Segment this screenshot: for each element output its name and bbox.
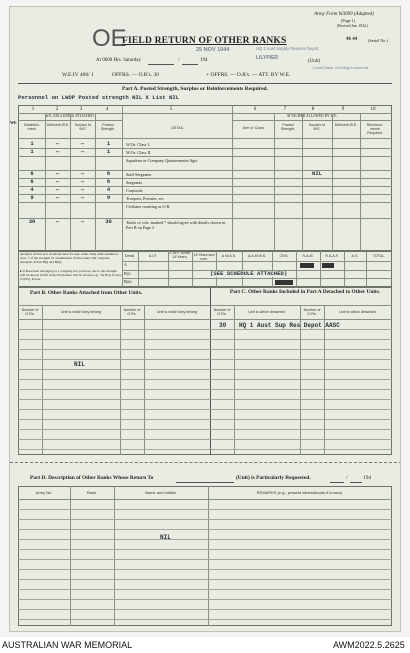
header-surplus: Surplus to W.E.: [74, 123, 92, 131]
col-number-3: 3: [79, 107, 83, 112]
row-9-c2: —: [55, 218, 60, 225]
col-number-8: 8: [311, 107, 315, 112]
serial-label: (Serial No.): [368, 38, 388, 43]
month-blank: [182, 64, 198, 65]
redaction-mark: [275, 280, 293, 285]
analysis-col-total: TOTAL.: [372, 254, 386, 258]
analysis-col-raaf: R.A.A.F.: [325, 254, 339, 258]
ruled-line: [18, 509, 392, 510]
part-b-col-number: Number of O.Rs.: [21, 308, 39, 316]
ruled-line: [18, 409, 392, 410]
row-3-detail: Squadron or Company Quartermaster Sgts.: [126, 157, 199, 163]
col-number-6: 6: [253, 107, 257, 112]
part-d-unit-blank: [176, 482, 234, 483]
analysis-note-2: ▸ If Personnel belonging to a company not you have one to the strength will be shown in full in the Particulars will be shown, e.g., 3A H.Q. Power, 10 H.Q. Power.: [20, 269, 122, 281]
header-rule: [18, 83, 392, 84]
analysis-note: Analysis of Part A to be shown here for Aus. units. Only units entitled to corn. 7 of the strength for assimilation of this return will complete Analysis of Part B(i) and B(ii).: [20, 252, 119, 264]
row-6-c4: 4: [106, 186, 111, 193]
date-stamp: 25 NOV 1944: [196, 47, 230, 53]
header-att-deficient: Deficient W.E.: [334, 123, 358, 127]
part-d-table: [18, 486, 392, 626]
part-b-entry: NIL: [74, 361, 85, 368]
ruled-line: [18, 519, 392, 520]
part-b-col-unit: Unit to which they belong: [60, 310, 102, 314]
row-6-c2: —: [55, 186, 60, 193]
analysis-col-18: 18 Years and over.: [193, 253, 215, 261]
ruled-line: [18, 589, 392, 590]
schedule-note: (SEE SCHEDULE ATTACHED): [210, 270, 288, 277]
row-5-c2: —: [55, 178, 60, 185]
ruled-line: [18, 429, 392, 430]
row-7-detail: Troopers, Privates, etc.: [126, 195, 165, 201]
edition-reference: (Revised Jan. 1942.): [337, 24, 369, 28]
header-establishment: Establish-ment.: [24, 123, 40, 131]
part-c-col-unit: Unit to which detached.: [248, 310, 286, 314]
ruled-line: [18, 529, 392, 530]
part-b-col-unit-2: Unit to which they belong: [156, 310, 198, 314]
part-b-heading: Part B. Other Ranks Attached from Other Units.: [30, 290, 143, 296]
header-reinforcements: Reinforce-ments Required.: [366, 123, 384, 135]
ruled-line: [18, 369, 392, 370]
header-att-posted: Posted Strength.: [280, 123, 296, 131]
analysis-col-civil: CIVIL: [279, 254, 289, 258]
row-5-c3: —: [80, 178, 85, 185]
form-sheet: [9, 6, 401, 632]
part-c-col-number: Number of O.Rs.: [213, 308, 231, 316]
analysis-col-detail: Detail.: [124, 254, 136, 258]
day-blank: [148, 64, 174, 65]
part-d-heading-unit: (Unit) is Particularly Requested.: [236, 475, 311, 481]
row-4-c4: 6: [106, 170, 111, 177]
offrs-line: OFFRS. — O.R's. 30: [112, 72, 159, 78]
row-9-c1: 30: [28, 218, 36, 225]
year-label: 194: [200, 58, 208, 63]
serial-number: 46 44: [346, 37, 358, 42]
row-2-detail: W.Os. Class II.: [126, 149, 152, 155]
ruled-line: [18, 579, 392, 580]
handwritten-mark: OE: [92, 25, 127, 52]
part-c-col-number-2: Number of O.Rs.: [303, 308, 321, 316]
part-d-entry: NIL: [160, 534, 171, 541]
redaction-mark: [300, 263, 314, 268]
row-4-att-surplus: NIL: [312, 170, 322, 177]
part-d-year: 194: [363, 475, 372, 481]
row-1-c3: —: [80, 140, 85, 147]
row-4-c2: —: [55, 170, 60, 177]
row-1-detail: W.Os. Class I.: [126, 141, 150, 147]
col-number-2: 2: [55, 107, 59, 112]
part-a-heading: Part A. Posted Strength, Surplus or Reinforcements Required.: [122, 86, 268, 92]
row-5-c4: 6: [106, 178, 111, 185]
perforation-line: [10, 462, 401, 463]
row-9-c3: —: [80, 218, 85, 225]
header-detail: DETAIL.: [171, 126, 185, 130]
increment-stamp: 1 Aust Base Clothing Increment: [312, 65, 369, 70]
row-6-c1: 4: [30, 186, 34, 193]
ruled-line: [18, 389, 392, 390]
we-excluding-label: W.E. EXCLUDING ATTACHED.: [45, 114, 95, 118]
redaction-mark: [322, 263, 334, 268]
ruled-line: [18, 619, 392, 620]
row-7-c4: 9: [106, 194, 111, 201]
col-number-10: 10: [370, 107, 376, 112]
row-2-c3: —: [80, 148, 85, 155]
row-7-c2: —: [55, 194, 60, 201]
row-4-c1: 6: [30, 170, 34, 177]
we-side-mark: WE: [10, 120, 17, 125]
analysis-col-aif: A.I.F.: [148, 254, 158, 258]
col-number-1: 1: [31, 107, 35, 112]
unit-stamp: HQ 1 Aust Supply Reserve Depot: [256, 46, 319, 51]
ruled-line: [18, 569, 392, 570]
ruled-line: [18, 329, 392, 330]
part-d-col-army-no: Army No.: [35, 490, 53, 495]
analysis-col-awas: A.W.A.S.: [221, 254, 237, 258]
ruled-line: [18, 609, 392, 610]
ruled-line: [18, 539, 392, 540]
analysis-row-a: A: [124, 262, 127, 267]
row-6-detail: Corporals: [126, 187, 143, 193]
analysis-col-as: A.S.: [351, 254, 359, 258]
page-reference: (Page 1): [341, 18, 356, 23]
analysis-col-nam: N.A.M.: [302, 254, 314, 258]
part-c-col-unit-2: Unit to which detached.: [339, 310, 377, 314]
row-1-c2: —: [55, 140, 60, 147]
col-number-4: 4: [105, 107, 109, 112]
lwop-note: Personnel on LWOP Posted strength NIL X List NIL: [18, 94, 180, 101]
ruled-line: [18, 359, 392, 360]
part-d-slash: /: [346, 475, 348, 481]
row-5-detail: Sergeants: [126, 179, 143, 185]
date-slash: /: [178, 58, 180, 63]
ruled-line: [18, 439, 392, 440]
ruled-line: [18, 349, 392, 350]
part-d-col-remarks: REMARKS (e.g., present whereabouts if known).: [256, 490, 344, 495]
row-2-c4: 1: [106, 148, 111, 155]
footer-accession-number: AWM2022.5.2625: [333, 640, 405, 650]
row-2-c2: —: [55, 148, 60, 155]
row-5-c1: 6: [30, 178, 34, 185]
header-deficient: Deficient W.E.: [46, 123, 70, 127]
ruled-line: [18, 559, 392, 560]
row-6-c3: —: [80, 186, 85, 193]
row-1-c4: 1: [106, 140, 111, 147]
unit-label: (Unit): [308, 59, 321, 64]
return-time-line: At 0600 Hrs. Saturday: [96, 58, 141, 63]
col-number-9: 9: [341, 107, 345, 112]
part-d-col-name: Name and Initials.: [144, 490, 177, 495]
location-stamp: LILYPIER: [256, 55, 279, 61]
row-4-c3: —: [80, 170, 85, 177]
ruled-line: [18, 379, 392, 380]
part-b-col-number-2: Number of O.Rs.: [123, 308, 141, 316]
row-8-detail: Civilians counting as O.R.: [126, 203, 171, 209]
row-7-c3: —: [80, 194, 85, 201]
analysis-col-cmf: C.M.F. Under 18 Years.: [169, 251, 191, 259]
footer-archive-name: AUSTRALIAN WAR MEMORIAL: [2, 640, 133, 650]
row-7-c1: 9: [30, 194, 34, 201]
part-c-heading: Part C. Other Ranks Included in Part A Detached to Other Units.: [229, 289, 381, 295]
ruled-line: [18, 419, 392, 420]
row-9-detail: Totals of cols. marked * should agree with details shown in Part B on Page 2: [126, 219, 226, 230]
part-c-entry-number: 30: [219, 322, 227, 329]
analysis-row-bi: B(i): [124, 271, 131, 276]
ruled-line: [18, 399, 392, 400]
ruled-line: [18, 599, 392, 600]
analysis-col-aamws: A.A.M.W.S.: [247, 254, 267, 258]
row-9-c4: 30: [105, 218, 112, 225]
form-reference: Army Form W3009 (Adapted): [314, 12, 374, 17]
header-posted: Posted Strength.: [100, 123, 116, 131]
offrs-att-line: + OFFRS. — O.R's. — ATT. BY W.E.: [206, 72, 291, 78]
we-line: W.E.IV 400/ 1: [62, 72, 94, 78]
header-att-surplus: Surplus to W.E.: [308, 123, 326, 131]
attached-allowed-label: ATTACHED ALLOWED BY W.E.: [286, 114, 338, 118]
row-4-detail: Staff Sergeants: [126, 171, 152, 177]
part-d-col-rank: Rank.: [86, 490, 98, 495]
part-d-heading: Part D. Description of Other Ranks Whose Return To: [30, 475, 154, 481]
analysis-row-bii: B(ii): [124, 279, 132, 284]
ruled-line: [18, 549, 392, 550]
row-2-c1: 1: [30, 148, 34, 155]
header-arm-corps: Arm or Corps.: [242, 126, 266, 130]
col-number-5: 5: [169, 107, 173, 112]
part-c-entry-unit: HQ 1 Aust Sup Res Depot AASC: [239, 322, 340, 329]
col-number-7: 7: [283, 107, 287, 112]
ruled-line: [18, 449, 392, 450]
row-1-c1: 1: [30, 140, 34, 147]
form-title: FIELD RETURN OF OTHER RANKS: [122, 36, 287, 46]
archive-footer: [0, 637, 410, 653]
ruled-line: [18, 339, 392, 340]
